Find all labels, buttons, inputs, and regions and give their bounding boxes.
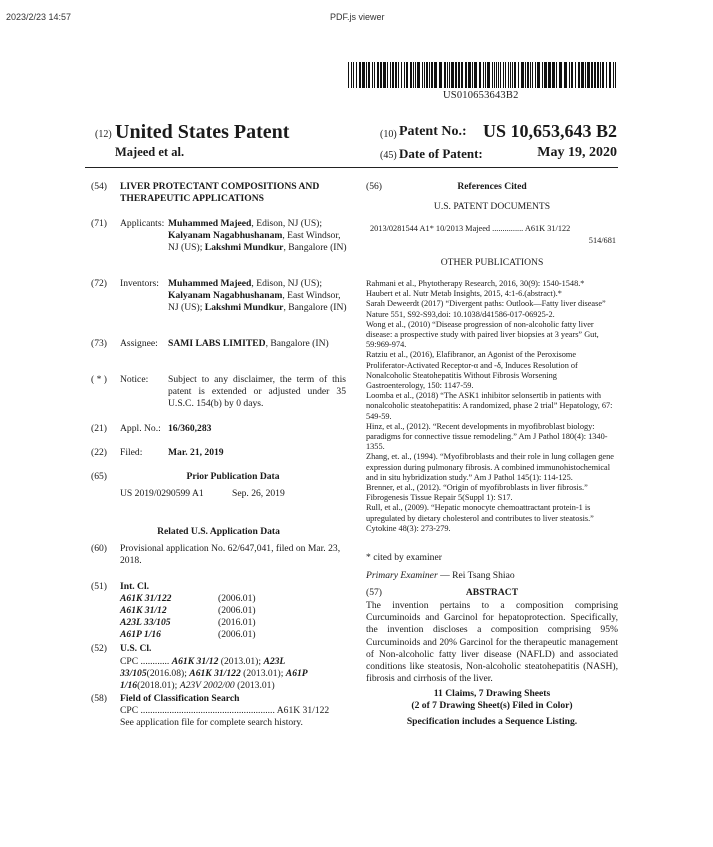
barcode-bar [465,62,467,88]
us-cl-cpc: CPC ............ A61K 31/12 (2013.01); A23L 33/105(2016.08); A61K 31/122 (2013.01); A61P 1/16(2018.01); A23V 2002/00 (2013.01) [120,656,308,692]
cited-by-examiner-note: * cited by examiner [366,552,442,563]
barcode-bar [374,62,375,88]
barcode-bar [351,62,352,88]
code-21: (21) [91,423,107,434]
abstract-heading: ABSTRACT [465,587,519,598]
barcode-bar [422,62,423,88]
barcode-bar [602,62,604,88]
barcode-bar [474,62,477,88]
publication-item: Zhang, et. al., (1994). “Myofibroblasts and their role in lung collagen gene expression during pulmonary fibrosis. A combined immunohistochemical and in situ hybridization study.” Am J Pathol 145(1): 114-125. [366,452,614,482]
barcode-bar [505,62,506,88]
barcode-bar [591,62,593,88]
barcode-bar [494,62,495,88]
patent-no-value: US 10,653,643 B2 [482,121,617,141]
barcode-bar [429,62,430,88]
barcode-bar [597,62,599,88]
int-cl-row: A23L 33/105 (2016.01) [120,617,256,628]
barcode-bar [503,62,504,88]
code-10: (10) [380,129,397,140]
barcode-bar [392,62,394,88]
publication-item: Rull, et al., (2009). “Hepatic monocyte chemoattractant protein-1 is upregulated by dietary cholesterol and contributes to liver steatosis.” Cytokine 48(3): 273-279. [366,503,594,533]
prior-publication-date: Sep. 26, 2019 [232,488,285,499]
barcode-bar [431,62,433,88]
us-doc-line-2: 514/681 [588,236,616,245]
barcode-bar [581,62,584,88]
applicants-value: Muhammed Majeed, Edison, NJ (US); Kalyanam Nagabhushanam, East Windsor, NJ (US); Lakshmi Mundkur, Bangalore (IN) [168,218,347,254]
barcode-bar [518,62,519,88]
barcode-bar [404,62,405,88]
code-51: (51) [91,581,107,592]
barcode-bar [368,62,370,88]
barcode-bar [424,62,425,88]
applicants-label: Applicants: [120,218,165,229]
barcode-bar [542,62,543,88]
code-65: (65) [91,471,107,482]
barcode-bar [377,62,379,88]
barcode-bar [615,62,616,88]
code-45: (45) [380,150,397,161]
appl-no-value: 16/360,283 [168,423,212,434]
barcode-bar [348,62,349,88]
barcode-bar [613,62,614,88]
barcode-bar [559,62,562,88]
int-cl-row: A61K 31/122 (2006.01) [120,593,256,604]
filed-label: Filed: [120,447,143,458]
prior-publication-number: US 2019/0290599 A1 [120,488,204,499]
appl-no-label: Appl. No.: [120,423,161,434]
drawing-sheets-note: (2 of 7 Drawing Sheet(s) Filed in Color) [411,700,573,711]
barcode-bar [527,62,529,88]
code-56: (56) [366,181,382,192]
barcode-bar [556,62,557,88]
barcode-bar [415,62,416,88]
barcode-bar [585,62,586,88]
prior-publication-heading: Prior Publication Data [186,471,280,482]
int-cl-row: A61K 31/12 (2006.01) [120,605,256,616]
barcode-bar [492,62,493,88]
patent-type-title: United States Patent [115,121,290,143]
barcode-bar [362,62,365,88]
barcode-bar [532,62,533,88]
patent-no-label: Patent No.: [399,124,467,139]
publication-item: Brenner, et al., (2012). “Origin of myofibroblasts in liver fibrosis.” Fibrogenesis Tissue Repair 5(Suppl 1): S17. [366,483,588,503]
code-73: (73) [91,338,107,349]
publication-item: Hinz, et al., (2012). “Recent developments in myofibroblast biology: paradigms for connective tissue remodeling.” Am J Pathol 180(4): 1340-1355. [366,421,608,452]
barcode-bar [444,62,446,88]
code-54: (54) [91,181,107,192]
publication-item: Haubert et al. Nutr Metab Insights, 2015, 4:1-6.(abstract).* [366,289,562,299]
barcode-bar [548,62,551,88]
publication-item: Wong et al., (2010) “Disease progression of non-alcoholic fatty liver disease: a prospective study with paired liver biopsies at 3 years” Gut, 59:969-974. [366,319,599,350]
barcode-bar [508,62,509,88]
barcode-bar [372,62,373,88]
barcode-bar [366,62,367,88]
barcode-bar [521,62,524,88]
publication-item: Rahmani et al., Phytotherapy Research, 2016, 30(9): 1540-1548.* [366,279,585,288]
barcode-bar [398,62,399,88]
assignee-label: Assignee: [120,338,158,349]
barcode-bar [571,62,573,88]
primary-examiner: Primary Examiner — Rei Tsang Shiao [366,570,515,581]
barcode-bar [426,62,428,88]
code-60: (60) [91,543,107,554]
barcode-bar [451,62,454,88]
code-52: (52) [91,643,107,654]
print-timestamp: 2023/2/23 14:57 [6,12,72,22]
barcode-bar [510,62,511,88]
barcode-bar [600,62,601,88]
barcode-bar [353,62,354,88]
authors: Majeed et al. [115,145,185,159]
barcode-bar [479,62,481,88]
publication-item: Loomba et al., (2018) “The ASK1 inhibitor selonsertib in patients with nonalcoholic steatohepatitis: A randomized, phase 2 trial” Hepatology, 67: 549-59. [366,391,613,421]
us-cl-heading: U.S. Cl. [120,643,152,654]
code-57: (57) [366,587,382,598]
header-divider [85,167,618,168]
barcode-bar [439,62,442,88]
claims-summary: 11 Claims, 7 Drawing Sheets [433,688,551,699]
barcode-bar [468,62,471,88]
barcode-bar [485,62,486,88]
code-12: (12) [95,129,112,140]
barcode-bar [387,62,388,88]
inventors-label: Inventors: [120,278,159,289]
barcode-bar [449,62,450,88]
provisional-application: Provisional application No. 62/647,041, filed on Mar. 23, 2018. [120,543,341,567]
barcode-bar [359,62,361,88]
barcode-bar [447,62,448,88]
barcode-bar [395,62,397,88]
barcode-image [348,62,618,88]
barcode-bar [458,62,460,88]
int-cl-heading: Int. Cl. [120,581,150,592]
barcode-bar [530,62,531,88]
publication-item: Ratziu et al., (2016), Elafibranor, an Agonist of the Peroxisome Proliferator-Activated Receptor-α and -δ, Induces Resolution of Nonalcoholic Steatohepatitis Without Fibrosis Worsening Gastroenterology, 150: 1147-59. [366,350,578,391]
field-search-note: See application file for complete search history. [120,717,303,728]
barcode-bar [578,62,580,88]
barcode-bar [483,62,484,88]
publication-list [366,279,618,534]
field-search-cpc: CPC ........................................................ A61K 31/122 [120,705,330,716]
code-22: (22) [91,447,107,458]
code-notice: ( * ) [91,374,107,385]
sequence-listing-note: Specification includes a Sequence Listing. [406,716,578,727]
barcode-bar [564,62,567,88]
barcode-bar [461,62,463,88]
barcode-bar [544,62,547,88]
date-value: May 19, 2020 [537,145,617,160]
barcode-bar [575,62,576,88]
barcode-bar [472,62,473,88]
abstract-text: The invention pertains to a composition comprising Curcuminoids and Garcinol for hepatoprotection. Specifically, the invention discloses a composition comprising 95% Curcuminoids and 20% Garcinol for the therapeutic management of Non-alcoholic fatty liver disease (NAFLD) and associated conditions like steatosis, Non-alcoholic steatohepatitis (NASH), fibrosis and cirrhosis of the liver. [366,600,618,685]
int-cl-row: A61P 1/16 (2006.01) [120,629,256,640]
barcode-bar [401,62,402,88]
barcode-bar [390,62,391,88]
barcode-bar [410,62,412,88]
viewer-title: PDF.js viewer [330,12,385,22]
barcode-bar [500,62,501,88]
invention-title: LIVER PROTECTANT COMPOSITIONS AND THERAPEUTIC APPLICATIONS [120,181,320,205]
us-doc-line: 2013/0281544 A1* 10/2013 Majeed ............... A61K 31/122 [370,224,571,233]
barcode-bar [514,62,516,88]
code-58: (58) [91,693,107,704]
references-heading: References Cited [457,181,527,192]
notice-text: Subject to any disclaimer, the term of this patent is extended or adjusted under 35 U.S.C. 154(b) by 0 days. [168,374,346,410]
date-label: Date of Patent: [399,146,483,161]
barcode-bar [594,62,596,88]
assignee-value: SAMI LABS LIMITED, Bangalore (IN) [168,338,329,349]
related-data-heading: Related U.S. Application Data [157,526,280,537]
barcode-bar [537,62,540,88]
barcode-bar [356,62,357,88]
barcode-bar [552,62,555,88]
barcode-bar [512,62,513,88]
barcode-bar [413,62,414,88]
barcode-bar [434,62,437,88]
barcode-bar [525,62,526,88]
us-docs-heading: U.S. PATENT DOCUMENTS [433,201,551,212]
filed-value: Mar. 21, 2019 [168,447,224,458]
other-publications-heading: OTHER PUBLICATIONS [440,257,544,268]
code-72: (72) [91,278,107,289]
barcode-bar [406,62,408,88]
barcode-bar [569,62,570,88]
barcode-bar [606,62,607,88]
barcode-bar [498,62,499,88]
barcode-bar [417,62,420,88]
barcode-bar [487,62,490,88]
barcode-bar [455,62,457,88]
barcode-bar [609,62,611,88]
code-71: (71) [91,218,107,229]
barcode-bar [587,62,590,88]
barcode-bar [380,62,382,88]
barcode-bar [383,62,386,88]
notice-label: Notice: [120,374,149,385]
barcode-bar [496,62,497,88]
document-number: US010653643B2 [443,90,519,101]
barcode-bar [535,62,536,88]
field-search-heading: Field of Classification Search [120,693,240,704]
inventors-value: Muhammed Majeed, Edison, NJ (US); Kalyanam Nagabhushanam, East Windsor, NJ (US); Lakshmi Mundkur, Bangalore (IN) [168,278,347,314]
publication-item: Sarah Deweerdt (2017) “Divergent paths: Outlook—Fatty liver disease” Nature 551, S92-S93,doi: 10.1038/d41586-017-06925-2. [366,299,606,319]
